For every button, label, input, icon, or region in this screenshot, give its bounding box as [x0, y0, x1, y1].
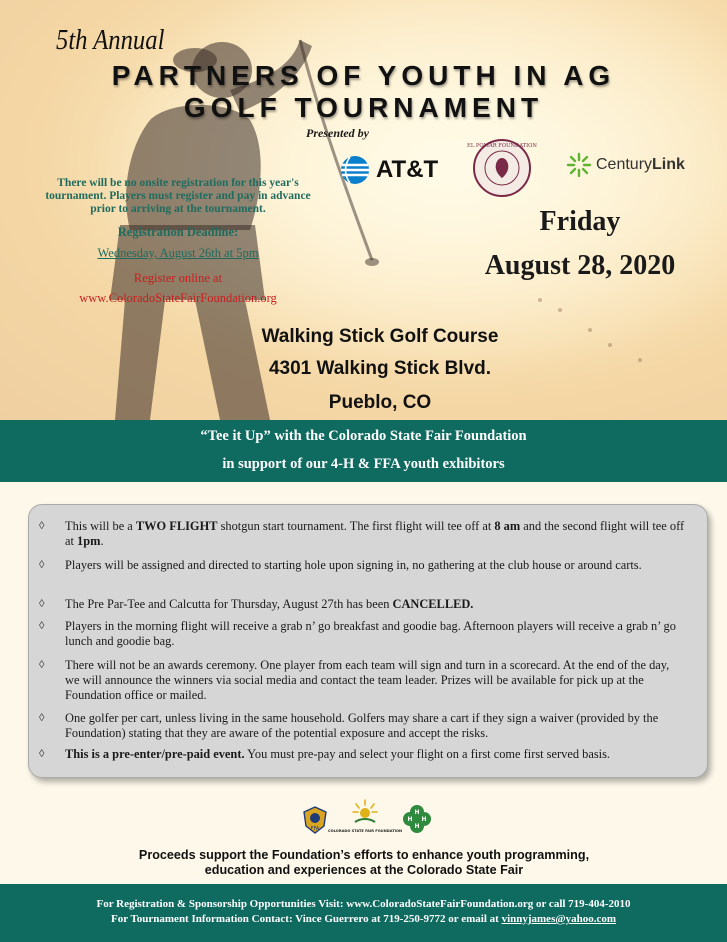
contact-email-link[interactable]: vinnyjames@yahoo.com: [501, 913, 616, 925]
centurylink-logo: [566, 152, 685, 178]
diamond-bullet-icon: ◊: [39, 659, 45, 671]
bullet-text: There will not be an awards ceremony. One player from each team will sign and turn in a scorecard. At the end of the day, we will announce the winners via social media and contact the team leader. Prizes will be available for pick up at the Foundation office or mailed.: [65, 658, 670, 702]
bullet-text: .: [100, 534, 104, 548]
footer-contact-line: [0, 913, 727, 925]
centurylink-burst-icon: [566, 152, 592, 178]
hero-section: [0, 0, 727, 420]
diamond-bullet-icon: ◊: [39, 598, 45, 610]
venue-name: Walking Stick Golf Course: [261, 326, 499, 347]
svg-text:H: H: [421, 816, 427, 823]
bullet-pre-paid: [39, 747, 685, 762]
tournament-details-box: [28, 504, 708, 778]
register-url-link[interactable]: www.ColoradoStateFairFoundation.org: [79, 291, 277, 305]
diamond-bullet-icon: ◊: [39, 748, 45, 760]
bullet-cancelled: [39, 597, 685, 612]
bullet-text: and the second flight will tee off at: [65, 519, 685, 548]
bullet-text: One golfer per cart, unless living in the same household. Golfers may share a cart if they sign a waiver (provided by the Foundation) stating that they are aware of the potential exposure and accept the risks.: [65, 711, 659, 740]
svg-text:H: H: [414, 809, 420, 816]
venue-city: Pueblo, CO: [328, 392, 432, 413]
no-onsite-registration-notice: There will be no onsite registration for this year's tournament. Players must register and pay in advance prior to arriving at the tournament.: [45, 177, 311, 215]
bullet-no-awards: [39, 658, 685, 703]
title-line-1: PARTNERS OF YOUTH IN AG: [111, 60, 616, 91]
register-online-label: Register online at: [133, 271, 223, 285]
att-globe-icon: [340, 155, 370, 185]
centurylink-text-a: Century: [596, 156, 653, 173]
centurylink-text-b: Link: [652, 156, 685, 173]
diamond-bullet-icon: ◊: [39, 520, 45, 532]
venue-address: 4301 Walking Stick Blvd.: [268, 358, 492, 379]
footer-registration-line: For Registration & Sponsorship Opportunities Visit: www.ColoradoStateFairFoundation.org or call 719-404-2010: [96, 898, 631, 910]
diamond-bullet-icon: ◊: [39, 559, 45, 571]
banner-line-1: “Tee it Up” with the Colorado State Fair Foundation: [200, 428, 527, 444]
bullet-text: You must pre-pay and select your flight on a first come first served basis.: [244, 747, 610, 761]
bullet-grab-n-go: [39, 619, 685, 649]
el-pomar-logo-text: EL POMAR FOUNDATION: [467, 143, 537, 149]
edition-label: 5th Annual: [56, 24, 165, 56]
bullet-bold: This is a pre-enter/pre-paid event.: [65, 747, 245, 761]
bullet-text: This will be a: [65, 519, 136, 533]
centurylink-logo-text: [596, 156, 685, 174]
bullet-assigned-hole: [39, 558, 685, 573]
att-logo: [340, 150, 438, 190]
bullet-bold: 1pm: [77, 534, 101, 548]
bullet-text: Players will be assigned and directed to starting hole upon signing in, no gathering at the club house or around carts.: [65, 558, 642, 572]
presented-by-label: Presented by: [306, 126, 369, 140]
proceeds-line-2: education and experiences at the Colorado State Fair: [204, 863, 524, 877]
diamond-bullet-icon: ◊: [39, 712, 45, 724]
event-day: Friday: [539, 206, 621, 237]
bullet-bold: CANCELLED.: [392, 597, 474, 611]
el-pomar-foundation-logo: [467, 138, 537, 198]
proceeds-statement: [90, 848, 638, 878]
event-date: August 28, 2020: [484, 250, 676, 281]
bullet-bold: TWO FLIGHT: [135, 519, 218, 533]
proceeds-line-1: Proceeds support the Foundation’s efforts to enhance youth programming,: [138, 848, 590, 862]
colorado-state-fair-foundation-logo: [327, 798, 403, 844]
title-line-2: GOLF TOURNAMENT: [183, 92, 544, 123]
csff-logo-text: COLORADO STATE FAIR FOUNDATION: [327, 829, 403, 833]
bullet-text: Players in the morning flight will receive a grab n’ go breakfast and goodie bag. Afternoon players will receive a grab n’ go lunch and goodie bag.: [65, 619, 676, 648]
ffa-emblem-logo: [303, 806, 327, 834]
bullet-one-golfer-per-cart: [39, 711, 685, 741]
bullet-text: The Pre Par-Tee and Calcutta for Thursday, August 27th has been: [65, 597, 393, 611]
diamond-bullet-icon: ◊: [39, 620, 45, 632]
svg-text:H: H: [414, 823, 420, 830]
4h-clover-logo: [402, 804, 432, 834]
contact-footer: [0, 884, 727, 942]
banner-line-2: in support of our 4-H & FFA youth exhibitors: [222, 456, 505, 472]
deadline-label: Registration Deadline:: [117, 225, 239, 239]
bullet-bold: 8 am: [494, 519, 521, 533]
svg-text:H: H: [407, 816, 413, 823]
bullet-text: shotgun start tournament. The first flight will tee off at: [217, 519, 495, 533]
footer-contact-text: For Tournament Information Contact: Vince Guerrero at 719-250-9772 or email at: [111, 913, 502, 925]
bullet-two-flight: [39, 519, 685, 549]
register-online: [36, 268, 320, 308]
tee-it-up-banner: [0, 420, 727, 482]
ffa-logo-text: FFA: [310, 826, 320, 832]
att-logo-text: AT&T: [376, 156, 439, 183]
deadline-date: Wednesday, August 26th at 5pm: [97, 246, 259, 260]
